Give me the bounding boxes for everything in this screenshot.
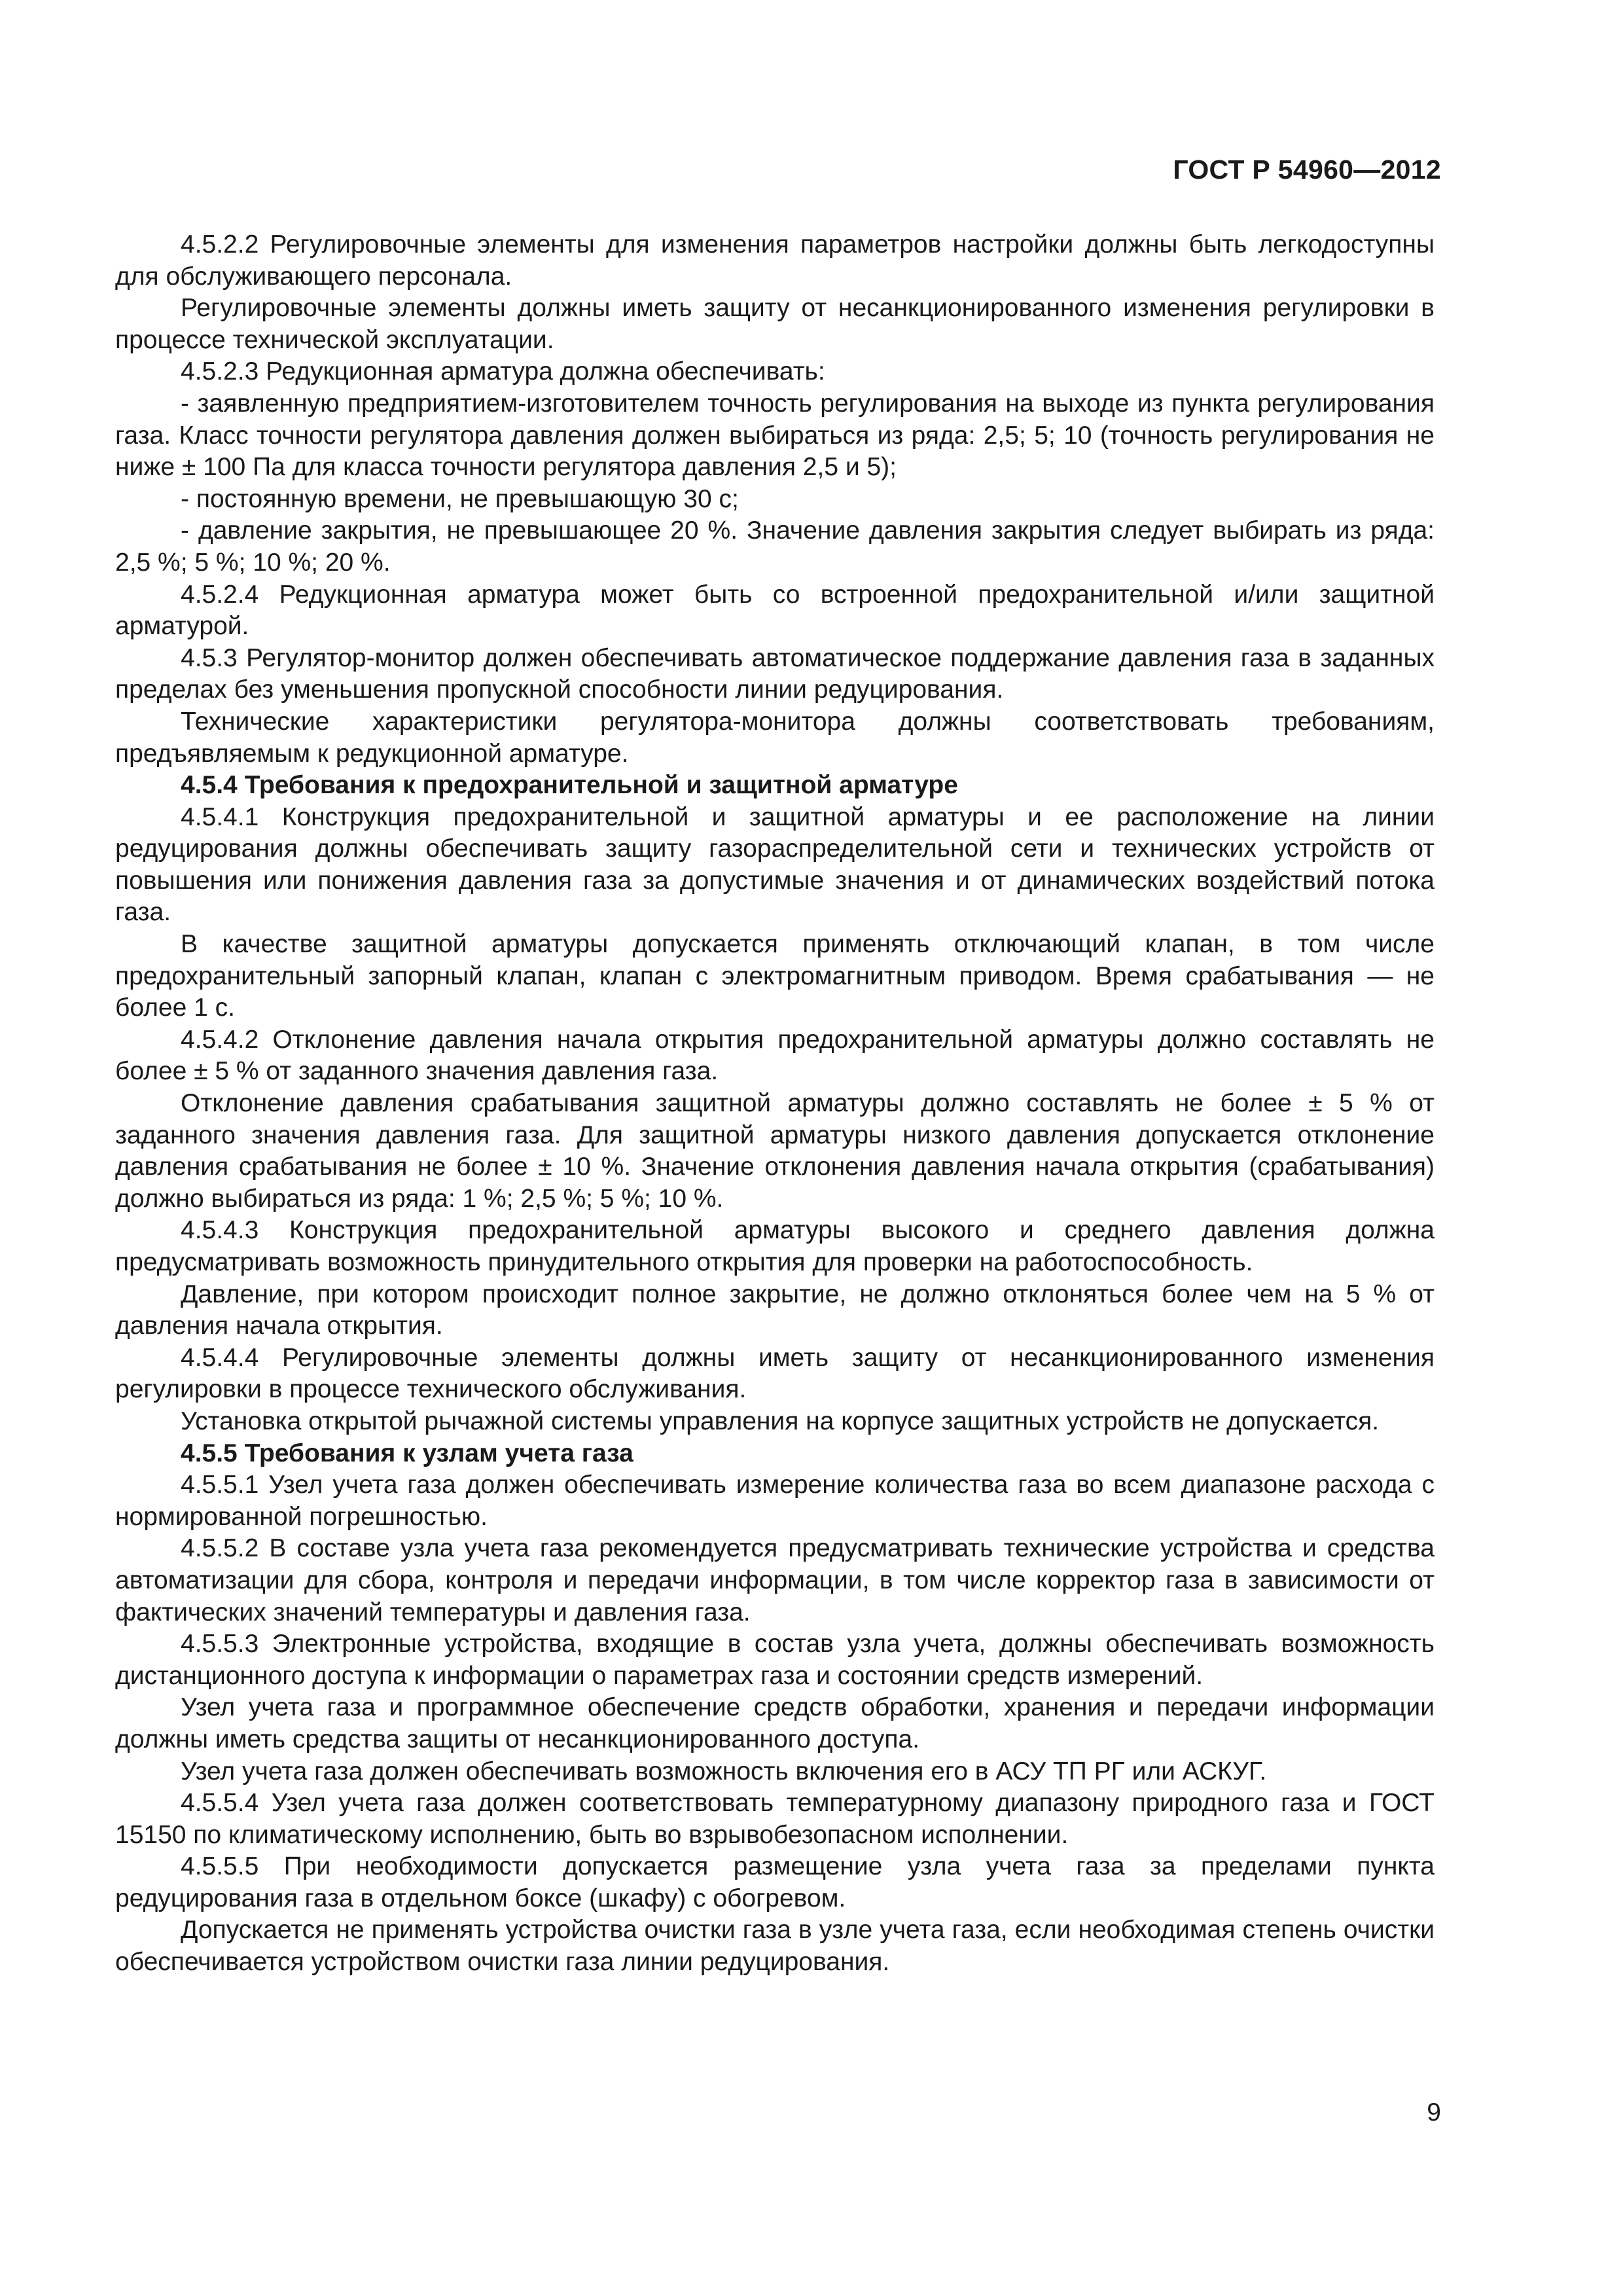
paragraph: Регулировочные элементы должны иметь защиту от несанкционированного изменения регулировки в процессе технической эксплуатации. bbox=[115, 294, 1435, 354]
paragraph: 4.5.4.4 Регулировочные элементы должны иметь защиту от несанкционированного изменения регулировки в процессе технического обслуживания. bbox=[115, 1343, 1435, 1404]
page-number: 9 bbox=[1427, 2098, 1441, 2126]
paragraph: 4.5.2.4 Редукционная арматура может быть со встроенной предохранительной и/или защитной арматурой. bbox=[115, 580, 1435, 641]
paragraph: - давление закрытия, не превышающее 20 %. Значение давления закрытия следует выбирать из ряда: 2,5 %; 5 %; 10 %; 20 %. bbox=[115, 516, 1435, 577]
paragraph: В качестве защитной арматуры допускается применять отключающий клапан, в том числе предохранительный запорный клапан, клапан с электромагнитным приводом. Время срабатывания — не более 1 с. bbox=[115, 930, 1435, 1022]
paragraph: Узел учета газа должен обеспечивать возможность включения его в АСУ ТП РГ или АСКУГ. bbox=[181, 1757, 1267, 1785]
paragraph: 4.5.2.2 Регулировочные элементы для изменения параметров настройки должны быть легкодоступны для обслуживающего персонала. bbox=[115, 230, 1435, 291]
paragraph: 4.5.4.3 Конструкция предохранительной арматуры высокого и среднего давления должна предусматривать возможность принудительного открытия для проверки на работоспособность. bbox=[115, 1216, 1435, 1276]
paragraph: 4.5.5.2 В составе узла учета газа рекомендуется предусматривать технические устройства и средства автоматизации для сбора, контроля и передачи информации, в том числе корректор газа в зависимости от фактических значений температуры и давления газа. bbox=[115, 1534, 1435, 1626]
paragraph: 4.5.4.2 Отклонение давления начала открытия предохранительной арматуры должно составлять не более ± 5 % от заданного значения давления газа. bbox=[115, 1025, 1435, 1086]
paragraph: 4.5.5.4 Узел учета газа должен соответствовать температурному диапазону природного газа и ГОСТ 15150 по климатическому исполнению, быть во взрывобезопасном исполнении. bbox=[115, 1789, 1435, 1849]
paragraph: 4.5.3 Регулятор-монитор должен обеспечивать автоматическое поддержание давления газа в заданных пределах без уменьшения пропускной способности линии редуцирования. bbox=[115, 643, 1435, 704]
paragraph: Узел учета газа и программное обеспечение средств обработки, хранения и передачи информации должны иметь средства защиты от несанкционированного доступа. bbox=[115, 1693, 1435, 1753]
document-header: ГОСТ Р 54960—2012 bbox=[1173, 154, 1441, 185]
paragraph: Допускается не применять устройства очистки газа в узле учета газа, если необходимая степень очистки обеспечивается устройством очистки газа линии редуцирования. bbox=[115, 1916, 1435, 1977]
paragraph: Давление, при котором происходит полное закрытие, не должно отклоняться более чем на 5 % от давления начала открытия. bbox=[115, 1280, 1435, 1340]
paragraph: 4.5.2.3 Редукционная арматура должна обеспечивать: bbox=[181, 357, 825, 386]
paragraph: Технические характеристики регулятора-монитора должны соответствовать требованиям, предъявляемым к редукционной арматуре. bbox=[115, 707, 1435, 768]
document-body bbox=[115, 229, 1435, 1979]
paragraph: 4.5.5.1 Узел учета газа должен обеспечивать измерение количества газа во всем диапазоне расхода с нормированной погрешностью. bbox=[115, 1471, 1435, 1531]
paragraph: 4.5.5.3 Электронные устройства, входящие в состав узла учета, должны обеспечивать возможность дистанционного доступа к информации о параметрах газа и состоянии средств измерений. bbox=[115, 1630, 1435, 1690]
paragraph: 4.5.4.1 Конструкция предохранительной и защитной арматуры и ее расположение на линии редуцирования должны обеспечивать защиту газораспределительной сети и технических устройств от повышения или понижения давления газа за допустимые значения и от динамических воздействий потока газа. bbox=[115, 802, 1435, 927]
paragraph: Установка открытой рычажной системы управления на корпусе защитных устройств не допускается. bbox=[181, 1407, 1380, 1435]
section-heading: 4.5.4 Требования к предохранительной и защитной арматуре bbox=[181, 771, 958, 800]
paragraph: 4.5.5.5 При необходимости допускается размещение узла учета газа за пределами пункта редуцирования газа в отдельном боксе (шкафу) с обогревом. bbox=[115, 1852, 1435, 1912]
paragraph: - заявленную предприятием-изготовителем точность регулирования на выходе из пункта регулирования газа. Класс точности регулятора давления должен выбираться из ряда: 2,5; 5; 10 (точность регулирования не ниже ± 100 Па для класса точности регулятора давления 2,5 и 5); bbox=[115, 389, 1435, 482]
paragraph: - постоянную времени, не превышающую 30 с; bbox=[181, 484, 739, 513]
section-heading: 4.5.5 Требования к узлам учета газа bbox=[181, 1439, 633, 1467]
paragraph: Отклонение давления срабатывания защитной арматуры должно составлять не более ± 5 % от заданного значения давления газа. Для защитной арматуры низкого давления допускается отклонение давления срабатывания не более ± 10 %. Значение отклонения давления начала открытия (срабатывания) должно выбираться из ряда: 1 %; 2,5 %; 5 %; 10 %. bbox=[115, 1089, 1435, 1213]
